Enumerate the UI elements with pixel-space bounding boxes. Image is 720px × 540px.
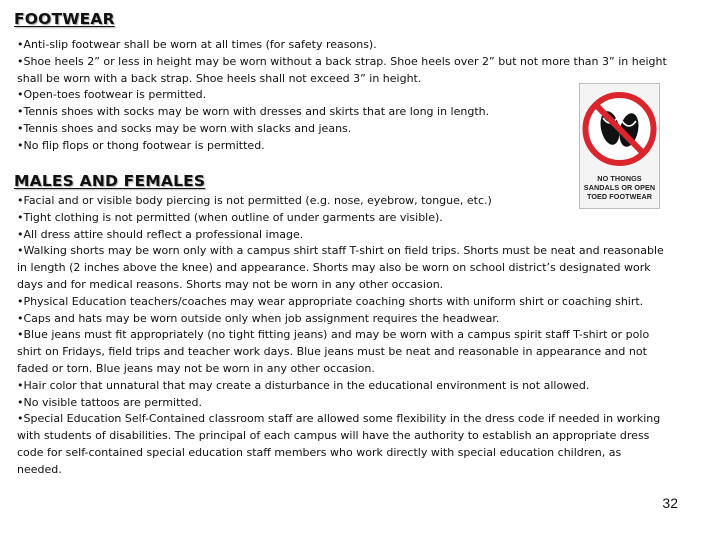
no-sandals-sign xyxy=(579,83,660,209)
page-number: 32 xyxy=(662,495,678,511)
bullet-text: Blue jeans must fit appropriately (no tight fitting jeans) and may be worn with a campus spirit staff T-shirt or polo shirt on Fridays, field trips and teacher work days. Blue jeans must be neat and reasonable in appearance and not faded or torn. Blue jeans may not be worn in any other occasion. xyxy=(17,328,650,375)
bullet-text: Open-toes footwear is permitted. xyxy=(23,88,207,102)
bullet-text: Hair color that unnatural that may create a disturbance in the educational environment is not allowed. xyxy=(23,378,590,392)
bullet-text: Tennis shoes with socks may be worn with dresses and skirts that are long in length. xyxy=(23,105,490,119)
bullet-text: Anti-slip footwear shall be worn at all times (for safety reasons). xyxy=(23,38,377,51)
bullet-text: Tennis shoes and socks may be worn with slacks and jeans. xyxy=(23,121,352,135)
bullet-text: No visible tattoos are permitted. xyxy=(23,395,202,409)
bullet-text: Special Education Self-Contained classroom staff are allowed some flexibility in the dress code if needed in working with students of disabilities. The principal of each campus will have the authority to establish an appropriate dress code for self-contained special education staff members who work directly with special education children, as needed. xyxy=(17,412,661,476)
bullet-text: All dress attire should reflect a professional image. xyxy=(23,227,304,241)
list-item: •Anti-slip footwear shall be worn at all times (for safety reasons). xyxy=(17,38,377,51)
footwear-bullet-list xyxy=(17,37,677,155)
list-item: •Facial and or visible body piercing is not permitted (e.g. nose, eyebrow, tongue, etc.) xyxy=(17,194,492,207)
list-item: •Tight clothing is not permitted (when outline of under garments are visible). xyxy=(17,210,443,224)
list-item: •Special Education Self-Contained classroom staff are allowed some flexibility in the dress code if needed in working with students of disabilities. The principal of each campus will have the authority to establish an appropriate dress code for self-contained special education staff members who work directly with special education children, as needed. xyxy=(17,412,661,476)
list-item: •Hair color that unnatural that may create a disturbance in the educational environment is not allowed. xyxy=(17,378,590,392)
sign-line-2: SANDALS OR OPEN xyxy=(583,183,656,192)
no-sandals-prohibition-icon xyxy=(580,84,659,172)
bullet-text: Walking shorts may be worn only with a campus shirt staff T-shirt on field trips. Shorts must be neat and reasonable in length (2 inches above the knee) and appearance. Shorts may also be worn on school district’s designated work days and for medical reasons. Shorts may not be worn in any other occasion. xyxy=(17,244,664,291)
bullet-text: Tight clothing is not permitted (when outline of under garments are visible). xyxy=(23,210,443,224)
list-item: •Physical Education teachers/coaches may wear appropriate coaching shorts with uniform shirt or coaching shirt. xyxy=(17,294,644,308)
bullet-text: No flip flops or thong footwear is permitted. xyxy=(23,138,265,152)
bullet-text: Physical Education teachers/coaches may wear appropriate coaching shorts with uniform shirt or coaching shirt. xyxy=(23,294,644,308)
list-item: •Walking shorts may be worn only with a campus shirt staff T-shirt on field trips. Shorts must be neat and reasonable in length (2 inches above the knee) and appearance. Shorts may also be worn on school district’s designated work days and for medical reasons. Shorts may not be worn in any other occasion. xyxy=(17,244,664,291)
list-item: •All dress attire should reflect a professional image. xyxy=(17,227,304,241)
bullet-text: Caps and hats may be worn outside only when job assignment requires the headwear. xyxy=(23,311,500,325)
list-item: •No visible tattoos are permitted. xyxy=(17,395,202,409)
list-item: •Open-toes footwear is permitted. xyxy=(17,88,207,102)
list-item: •Caps and hats may be worn outside only when job assignment requires the headwear. xyxy=(17,311,500,325)
list-item: •Shoe heels 2” or less in height may be worn without a back strap. Shoe heels over 2” but not more than 3” in height shall be worn with a back strap. Shoe heels shall not exceed 3” in height. xyxy=(17,54,667,85)
footwear-heading: FOOTWEAR xyxy=(14,10,115,28)
list-item: •No flip flops or thong footwear is permitted. xyxy=(17,138,265,152)
bullet-text: Facial and or visible body piercing is not permitted (e.g. nose, eyebrow, tongue, etc.) xyxy=(23,194,492,207)
sign-line-1: NO THONGS xyxy=(597,174,642,183)
males-and-females-bullet-list xyxy=(17,193,669,479)
sign-line-3: TOED FOOTWEAR xyxy=(586,192,653,201)
list-item: •Tennis shoes with socks may be worn with dresses and skirts that are long in length. xyxy=(17,105,490,119)
list-item: •Blue jeans must fit appropriately (no tight fitting jeans) and may be worn with a campus spirit staff T-shirt or polo shirt on Fridays, field trips and teacher work days. Blue jeans must be neat and reasonable in appearance and not faded or torn. Blue jeans may not be worn in any other occasion. xyxy=(17,328,650,375)
bullet-text: Shoe heels 2” or less in height may be worn without a back strap. Shoe heels over 2” but not more than 3” in height shall be worn with a back strap. Shoe heels shall not exceed 3” in height. xyxy=(17,54,667,85)
males-and-females-heading: MALES AND FEMALES xyxy=(14,172,206,190)
list-item: •Tennis shoes and socks may be worn with slacks and jeans. xyxy=(17,121,352,135)
